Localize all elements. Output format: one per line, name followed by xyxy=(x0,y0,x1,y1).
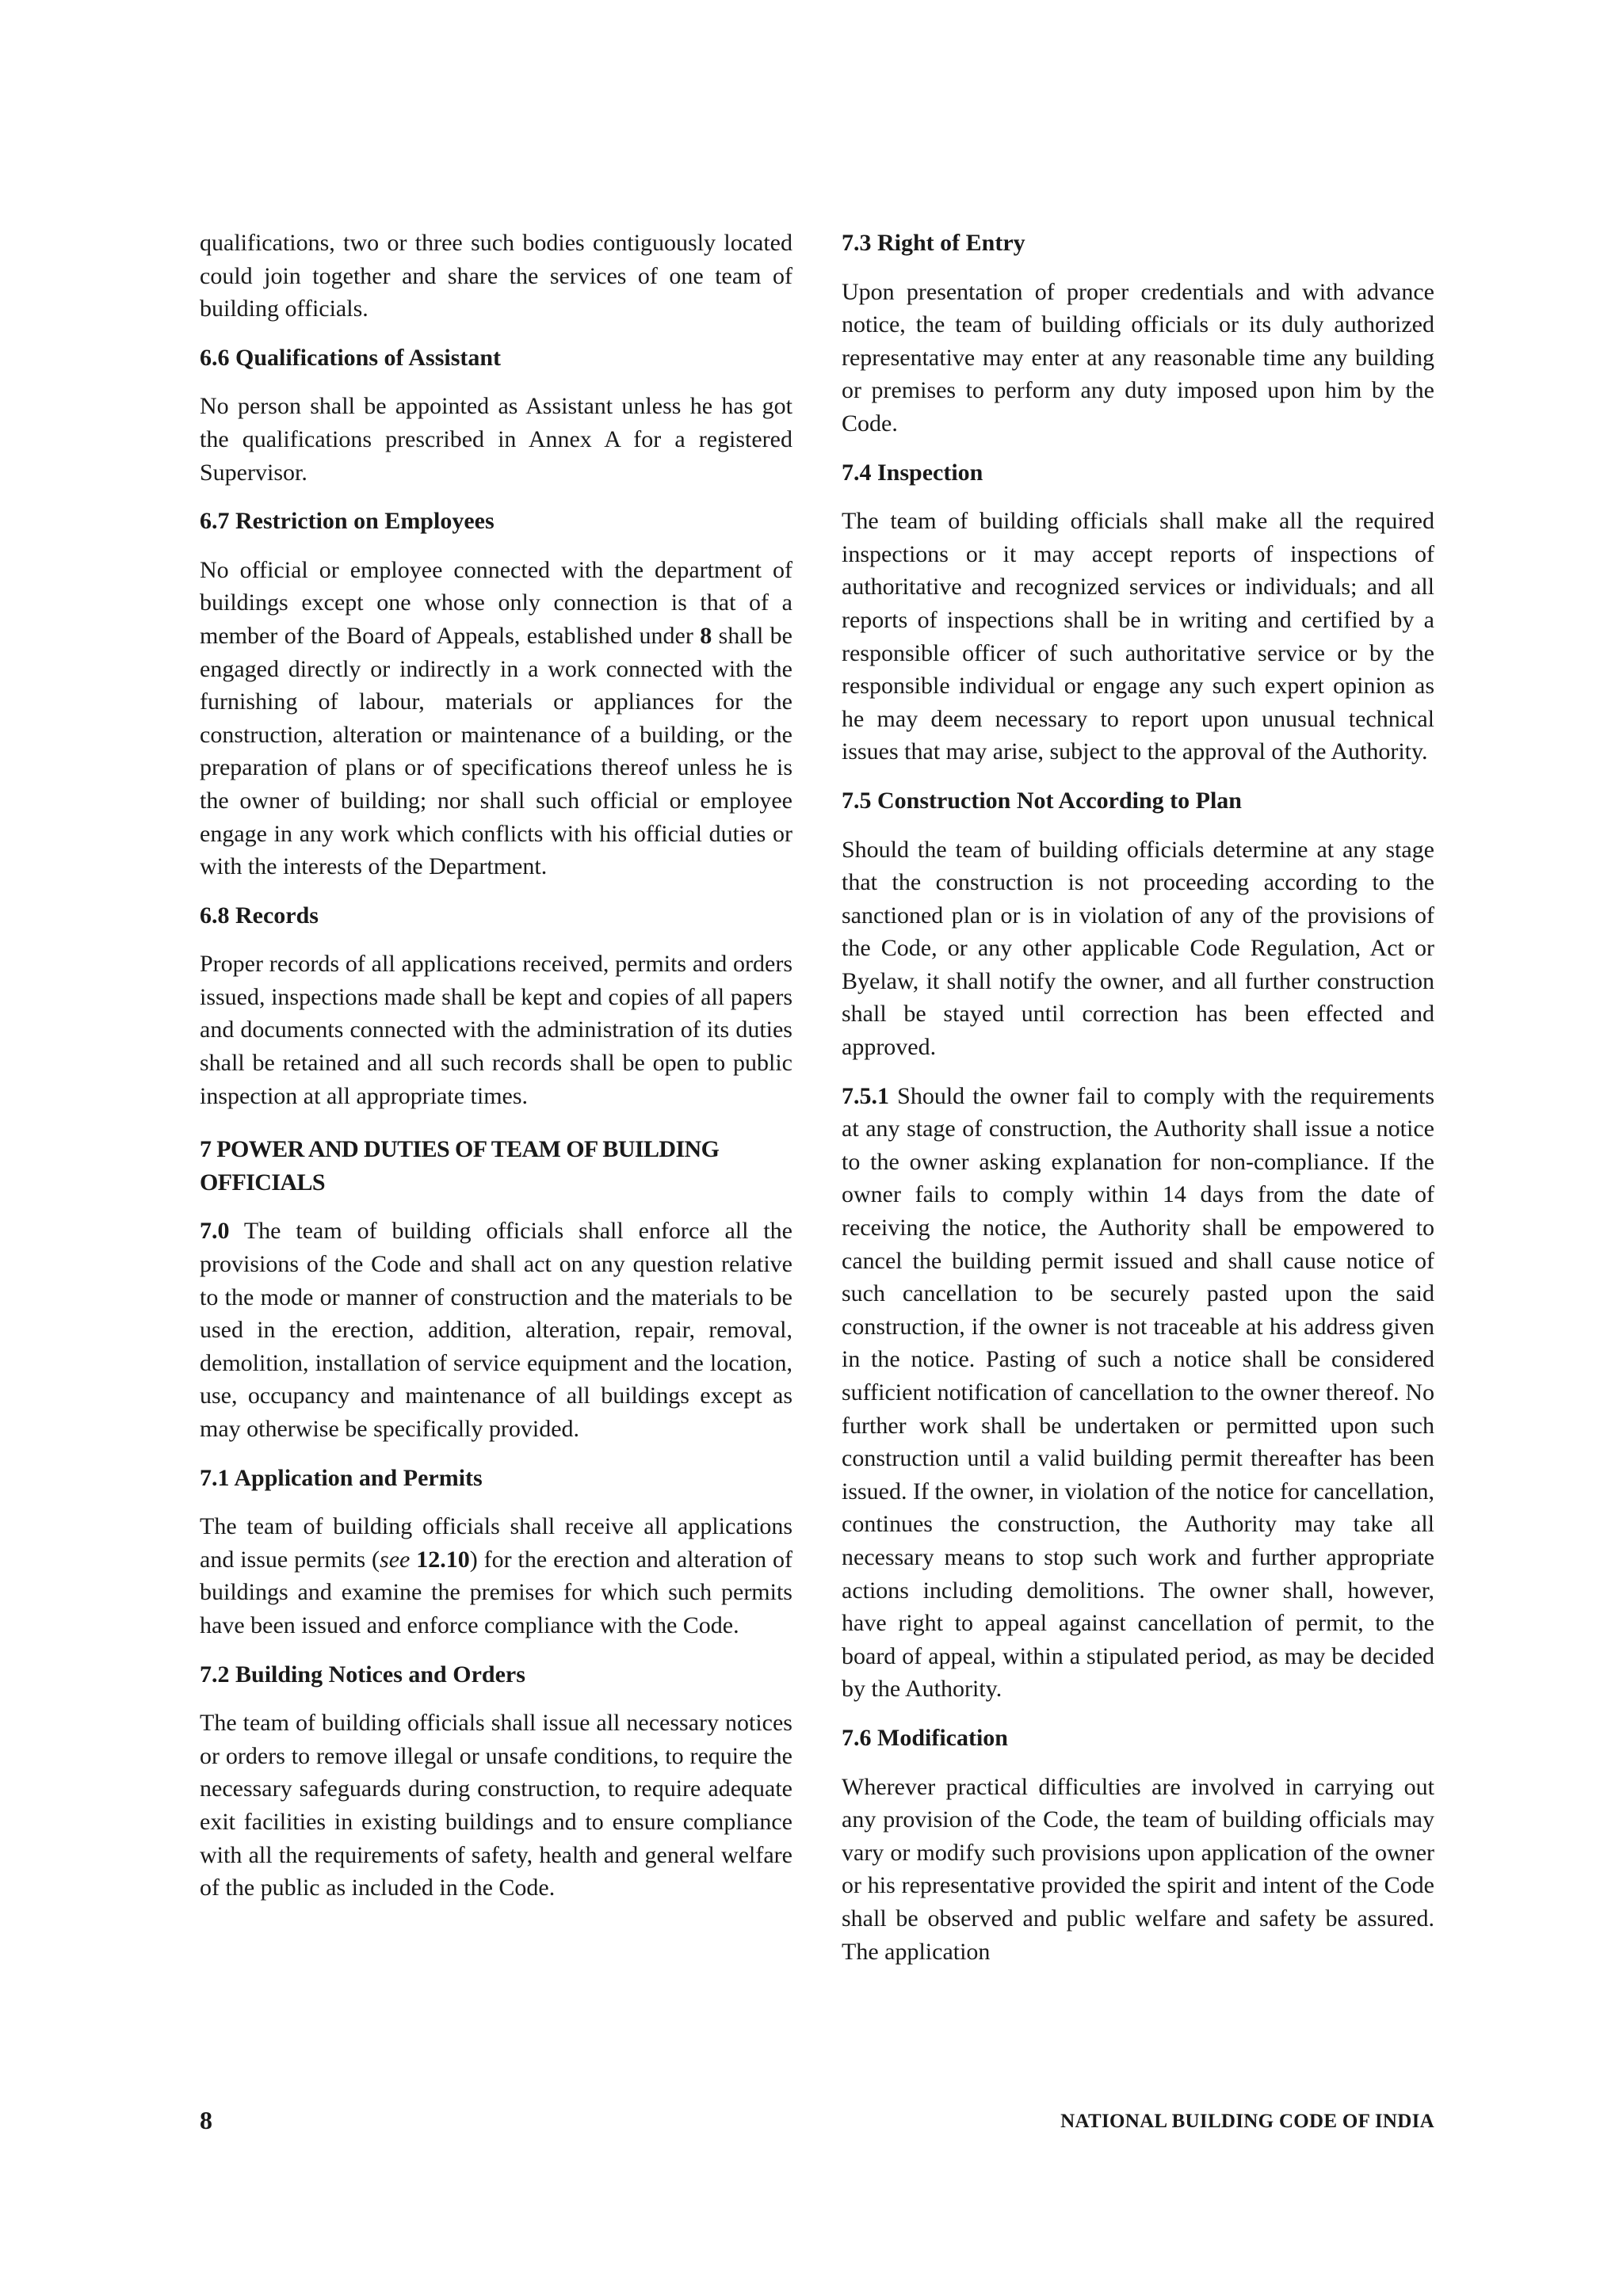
paragraph-7-0 xyxy=(200,1215,792,1445)
publication-title: NATIONAL BUILDING CODE OF INDIA xyxy=(1060,2111,1434,2132)
paragraph-6-6: No person shall be appointed as Assistant unless he has got the qualifications prescribed in Annex A for a registered Supervisor. xyxy=(200,393,792,486)
heading-section-7: 7 POWER AND DUTIES OF TEAM OF BUILDING OFFICIALS xyxy=(200,1136,720,1196)
heading-7-1: 7.1 Application and Permits xyxy=(200,1464,483,1491)
paragraph-7-2: The team of building officials shall issue all necessary notices or orders to remove illegal or unsafe conditions, to require the necessary safeguards during construction, to require adequate exit facilities in existing buildings and to ensure compliance with all the requirements of safety, health and general welfare of the public as included in the Code. xyxy=(200,1710,792,1901)
intro-paragraph: qualifications, two or three such bodies contiguously located could join together and share the services of one team of building officials. xyxy=(200,230,792,322)
paragraph-7-5-1-text: Should the owner fail to comply with the requirements at any stage of construction, the Authority shall issue a notice to the owner asking explanation for non-compliance. If the owner fails to comply within 14 days from the date of receiving the notice, the Authority shall be empowered to cancel the building permit issued and shall cause notice of such cancellation to be securely pasted upon the said construction, if the owner is not traceable at his address given in the notice. Pasting of such a notice shall be considered sufficient notification of cancellation to the owner thereof. No further work shall be undertaken or permitted upon such construction until a valid building permit thereafter has been issued. If the owner, in violation of the notice for cancellation, continues the construction, the Authority may take all necessary means to stop such work and further appropriate actions including demolitions. The owner shall, however, have right to appeal against cancellation of permit, to the board of appeal, within a stipulated period, as may be decided by the Authority. xyxy=(842,1082,1434,1703)
right-column xyxy=(842,227,1434,1984)
heading-7-2: 7.2 Building Notices and Orders xyxy=(200,1661,525,1688)
page-number: 8 xyxy=(200,2106,212,2134)
heading-7-4: 7.4 Inspection xyxy=(842,459,983,486)
clause-number-7-0: 7.0 xyxy=(200,1218,230,1245)
heading-7-5: 7.5 Construction Not According to Plan xyxy=(842,787,1242,814)
paragraph-7-1 xyxy=(200,1510,792,1642)
paragraph-7-6: Wherever practical difficulties are involved in carrying out any provision of the Code, the team of building officials may vary or modify such provisions upon application of the owner or his representative provided the spirit and intent of the Code shall be observed and public welfare and safety be assured. The application xyxy=(842,1773,1434,1965)
heading-6-7: 6.7 Restriction on Employees xyxy=(200,508,495,535)
paragraph-7-5-1 xyxy=(842,1080,1434,1706)
paragraph-6-7 xyxy=(200,554,792,883)
paragraph-6-7-part-b: shall be engaged directly or indirectly in a work connected with the furnishing of labour, materials or appliances for the construction, alteration or maintenance of a building, or the preparation of plans or of specifications thereof unless he is the owner of building; nor shall such official or employee engage in any work which conflicts with his official duties or with the interests of the Department. xyxy=(200,622,792,880)
heading-7-3: 7.3 Right of Entry xyxy=(842,230,1025,256)
left-column xyxy=(200,227,792,1920)
paragraph-6-7-part-a: No official or employee connected with the department of buildings except one whose only connection is that of a member of the Board of Appeals, established under xyxy=(200,556,792,649)
paragraph-7-5: Should the team of building officials determine at any stage that the construction is not proceeding according to the sanctioned plan or is in violation of any of the provisions of the Code, or any other applicable Code Regulation, Act or Byelaw, it shall notify the owner, and all further construction shall be stayed until correction has been effected and approved. xyxy=(842,836,1434,1061)
heading-6-8: 6.8 Records xyxy=(200,902,319,929)
clause-number-7-5-1: 7.5.1 xyxy=(842,1082,889,1109)
paragraph-7-3: Upon presentation of proper credentials and with advance notice, the team of building officials or its duly authorized representative may enter at any reasonable time any building or premises to perform any duty imposed upon him by the Code. xyxy=(842,278,1434,437)
heading-7-6: 7.6 Modification xyxy=(842,1724,1008,1751)
clause-reference-12-10: 12.10 xyxy=(416,1546,470,1573)
paragraph-6-8: Proper records of all applications received, permits and orders issued, inspections made shall be kept and copies of all papers and documents connected with the administration of its duties shall be retained and all such records shall be open to public inspection at all appropriate times. xyxy=(200,951,792,1109)
paragraph-7-1-part-b: ) for the erection and alteration of buildings and examine the premises for which such permits have been issued and enforce compliance with the Code. xyxy=(200,1546,793,1638)
paragraph-7-0-text: The team of building officials shall enforce all the provisions of the Code and shall act on any question relative to the mode or manner of construction and the materials to be used in the erection, addition, alteration, repair, removal, demolition, installation of service equipment and the location, use, occupancy and maintenance of all buildings except as may otherwise be specifically provided. xyxy=(200,1218,792,1442)
see-italic: see xyxy=(380,1546,411,1573)
heading-6-6: 6.6 Qualifications of Assistant xyxy=(200,344,502,371)
paragraph-7-1-part-a: The team of building officials shall receive all applications and issue permits ( xyxy=(200,1513,792,1573)
paragraph-7-4: The team of building officials shall make all the required inspections or it may accept reports of inspections of authoritative and recognized services or individuals; and all reports of inspections shall be in writing and certified by a responsible officer of such authoritative service or by the responsible individual or engage any such expert opinion as he may deem necessary to report upon unusual technical issues that may arise, subject to the approval of the Authority. xyxy=(842,508,1434,765)
clause-reference-8: 8 xyxy=(700,622,712,649)
